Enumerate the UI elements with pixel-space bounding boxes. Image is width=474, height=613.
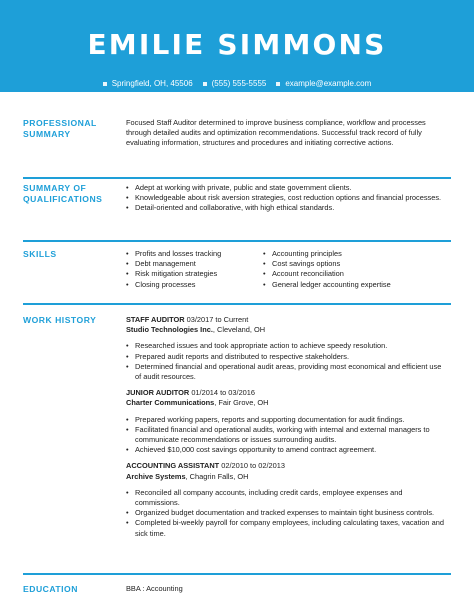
company-name: Charter Communications [126,398,215,408]
skills-lists [126,249,446,290]
bullet-square-icon [276,82,280,86]
list-item: • Achieved $10,000 cost savings opportunity to amend contract agreement. [126,445,446,455]
list-item: • Facilitated financial and operational audits, working with internal and external managers to communicate recommendations or issues surrounding audits. [126,425,446,445]
job-dates: 03/2017 to Current [186,315,249,324]
section-divider [23,177,451,179]
work-history-heading: WORK HISTORY [23,315,97,325]
list-item: • Account reconciliation [263,269,400,279]
job-title: JUNIOR AUDITOR [126,388,190,398]
list-item: • Accounting principles [263,249,400,259]
list-item: • General ledger accounting expertise [263,280,400,290]
skills-right-list [263,249,400,290]
address-text: Springfield, OH, 45506 [111,79,193,88]
job-title: ACCOUNTING ASSISTANT [126,461,220,471]
job-dates: 02/2010 to 02/2013 [221,461,285,471]
work-history-body [126,315,446,545]
job-entry [126,315,446,382]
list-item: • Reconciled all company accounts, including credit cards, employee expenses and commissions. [126,488,446,508]
qualifications-list [126,183,446,214]
education-degree: BBA : Accounting [126,584,183,593]
list-item: • Researched issues and took appropriate action to achieve speedy resolution. [126,341,446,351]
skills-heading: SKILLS [23,249,57,259]
job-dates: 01/2014 to 03/2016 [191,388,256,398]
resume-header [0,0,474,92]
list-item: • Risk mitigation strategies [126,269,263,279]
list-item: • Debt management [126,259,263,269]
job-entry [126,388,446,455]
company-location: , Cleveland, OH [212,325,266,335]
list-item: • Completed bi-weekly payroll for company employees, including calculating taxes, vacation and sick time. [126,518,446,538]
qualifications-heading: SUMMARY OF QUALIFICATIONS [23,183,103,204]
company-location: , Chagrin Falls, OH [185,471,249,481]
email-text[interactable]: example@example.com [285,79,372,88]
list-item: • Determined financial and operational audit areas, providing most economical and efficient use of audit resources. [126,362,446,382]
list-item: • Prepared audit reports and distributed to respective stakeholders. [126,352,446,362]
summary-heading: PROFESSIONAL SUMMARY [23,118,97,139]
section-divider [23,240,451,242]
bullet-square-icon [103,82,107,86]
list-item: • Organized budget documentation and tracked expenses to maintain tight business controls. [126,508,446,518]
company-location: , Fair Grove, OH [214,398,269,408]
list-item: • Profits and losses tracking [126,249,263,259]
section-divider [23,303,451,305]
list-item: • Closing processes [126,280,263,290]
section-divider [23,573,451,575]
contact-email[interactable] [276,79,371,88]
list-item: • Detail-oriented and collaborative, with high ethical standards. [126,203,446,213]
contact-info [0,79,474,88]
summary-text: Focused Staff Auditor determined to improve business compliance, workflow and processes through detailed audits and optimization recommendations. Successful track record of fully evaluating information, structures and procedures and initiating corrective actions. [126,118,426,148]
candidate-name: EMILIE SIMMONS [87,28,387,61]
list-item: • Adept at working with private, public and state government clients. [126,183,446,193]
contact-phone [203,79,267,88]
phone-text: (555) 555-5555 [211,79,267,88]
list-item: • Cost savings options [263,259,400,269]
bullet-square-icon [203,82,207,86]
company-name: Archive Systems [126,471,186,481]
company-name: Studio Technologies Inc. [126,325,213,335]
list-item: • Prepared working papers, reports and supporting documentation for audit findings. [126,415,446,425]
job-entry [126,461,446,538]
education-heading: EDUCATION [23,584,78,594]
skills-left-list [126,249,263,290]
job-title: STAFF AUDITOR [126,315,185,324]
list-item: • Knowledgeable about risk aversion strategies, cost reduction options and financial processes. [126,193,446,203]
contact-address [103,79,193,88]
